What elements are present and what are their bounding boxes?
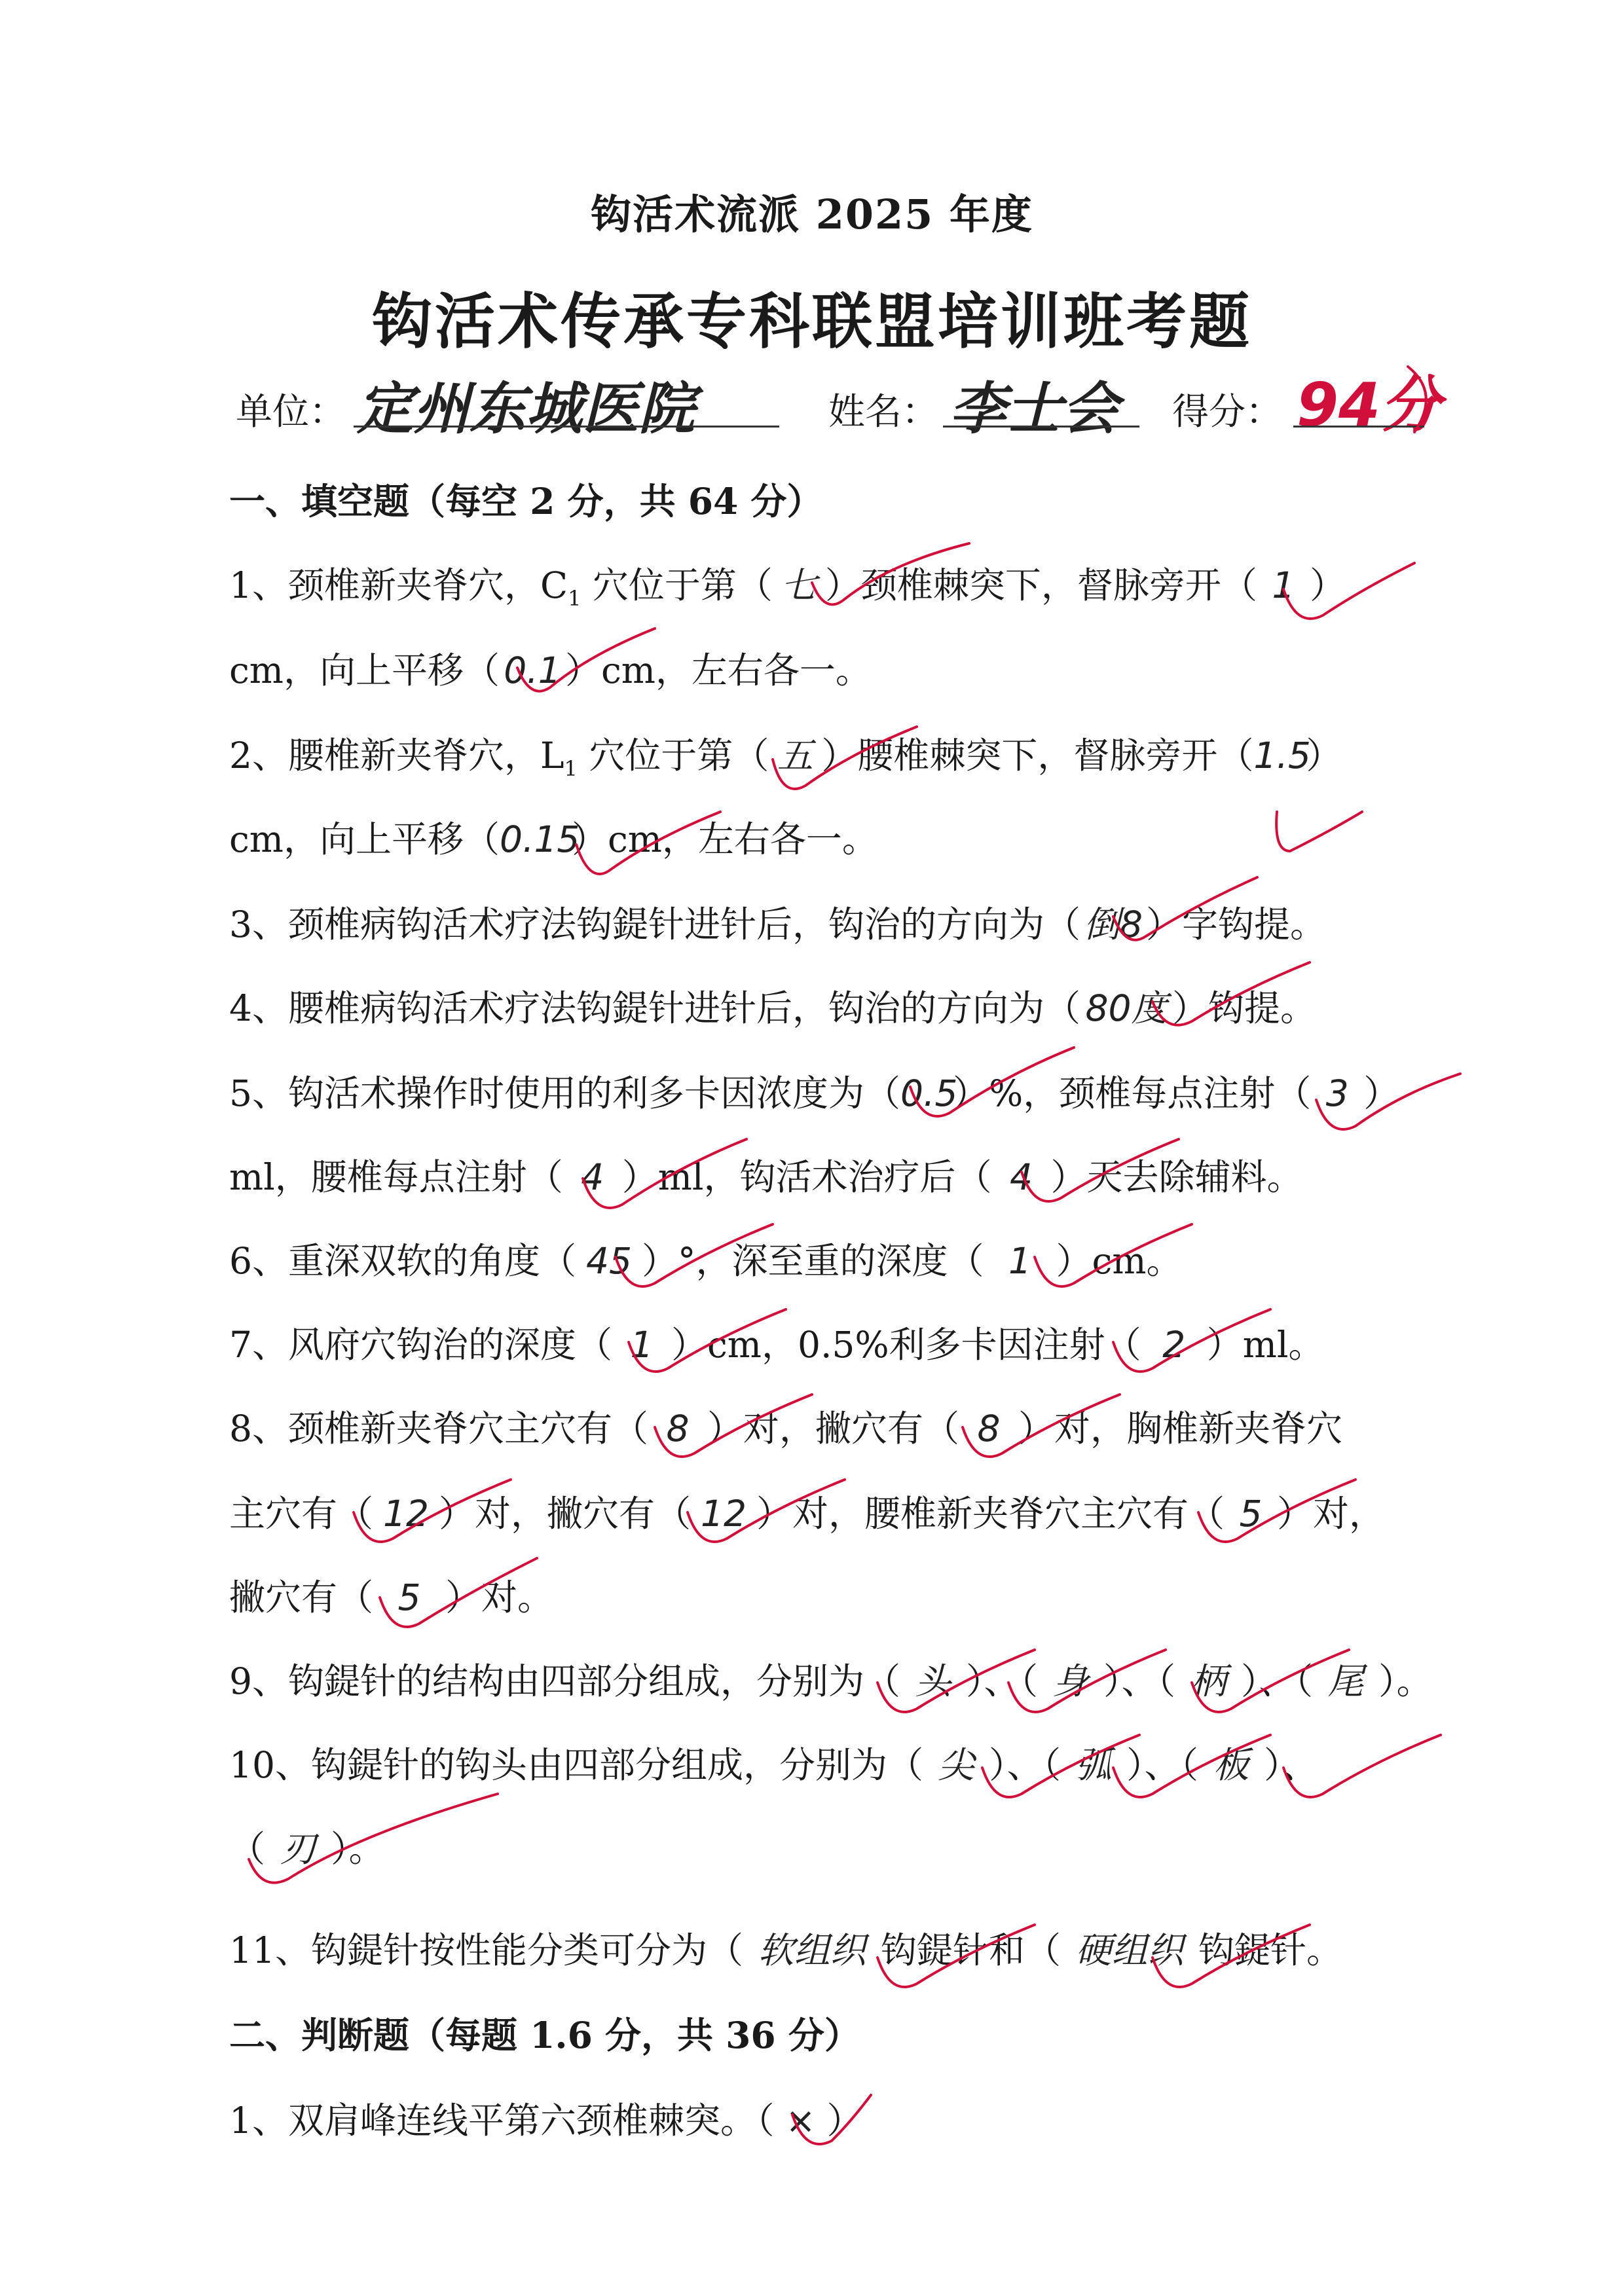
question-2-line-2: cm，向上平移（0.15）cm，左右各一。 (229, 818, 878, 860)
section-fill-blank-heading: 一、填空题（每空 2 分，共 64 分） (229, 480, 823, 522)
check-mark (792, 2095, 871, 2144)
answer: 弧 (1075, 1744, 1112, 1786)
score-value: 94分 (1297, 370, 1441, 440)
answer: 七 (781, 564, 817, 606)
unit-label: 单位： (236, 391, 346, 433)
answer: 45 (586, 1240, 632, 1282)
answer: 12 (701, 1493, 747, 1535)
answer: 头 (915, 1660, 951, 1702)
question-1-line-1: 1、颈椎新夹脊穴，$C_1$ 穴位于第（ 七 ）颈椎棘突下，督脉旁开（ 1 ） (229, 556, 1346, 611)
check-mark (1113, 1735, 1270, 1797)
check-mark (910, 1048, 1074, 1116)
unit-value: 定州东城医院 (357, 376, 695, 442)
answer: 3 (1325, 1072, 1349, 1114)
answer: 1.5 (1253, 735, 1311, 776)
exam-series-title: 钩活术流派 2025 年度 (591, 191, 1033, 238)
check-mark (629, 1309, 786, 1372)
question-8-line-1: 8、颈椎新夹脊穴主穴有（ 8 ）对，撇穴有（ 8 ）对，胸椎新夹脊穴 (229, 1408, 1343, 1449)
check-mark (1316, 1074, 1460, 1129)
answer: 5 (1239, 1493, 1263, 1535)
answer: 软组织 (758, 1929, 866, 1971)
check-mark (877, 1925, 1035, 1987)
answer: 柄 (1190, 1660, 1227, 1702)
check-mark (249, 1794, 498, 1883)
check-mark (655, 1394, 812, 1457)
check-mark (1198, 1480, 1356, 1542)
answer: 0.15 (499, 818, 580, 860)
check-mark (1153, 962, 1310, 1025)
answer: 刃 (280, 1828, 316, 1870)
answer: 硬组织 (1075, 1929, 1184, 1971)
score-circle-stroke (1408, 367, 1426, 432)
question-2-line-1: 2、腰椎新夹脊穴，$L_1$ 穴位于第（ 五 ）腰椎棘突下，督脉旁开（1.5） (229, 727, 1342, 781)
answer: 1 (1272, 564, 1295, 606)
answer: 1 (1008, 1240, 1032, 1282)
name-label: 姓名： (828, 391, 938, 433)
answer: 12 (383, 1493, 430, 1535)
score-label: 得分： (1172, 391, 1282, 433)
check-mark (982, 1735, 1139, 1797)
check-mark (1153, 1925, 1310, 1987)
check-mark (1113, 1309, 1270, 1372)
question-4: 4、腰椎病钩活术疗法钩鍉针进针后，钩治的方向为（ 80度 ）钩提。 (229, 979, 1316, 1031)
question-6: 6、重深双软的角度（ 45 ）°，深至重的深度（ 1 ）cm。 (229, 1240, 1183, 1282)
check-mark (1008, 1650, 1166, 1712)
answer: 尾 (1327, 1660, 1364, 1702)
question-11: 11、钩鍉针按性能分类可分为（ 软组织 钩鍉针和（ 硬组织 钩鍉针。 (229, 1922, 1342, 1973)
check-mark (1192, 1650, 1349, 1712)
check-mark (583, 1139, 747, 1208)
answer: 0.5 (900, 1072, 958, 1114)
section-true-false-heading: 二、判断题（每题 1.6 分，共 36 分） (229, 2014, 860, 2056)
check-mark (1283, 1735, 1441, 1797)
question-7: 7、风府穴钩治的深度（ 1 ）cm，0.5%利多卡因注射（ 2 ）ml。 (229, 1324, 1325, 1366)
answer: 板 (1213, 1744, 1249, 1786)
question-1-line-2: cm，向上平移（ 0.1 ）cm，左右各一。 (229, 649, 872, 691)
check-mark (517, 629, 655, 691)
check-mark (812, 543, 969, 604)
name-value: 李士会 (950, 376, 1118, 442)
check-mark (1276, 812, 1362, 851)
check-mark (1283, 563, 1414, 619)
answer: × (785, 2100, 816, 2141)
question-5-line-1: 5、钩活术操作时使用的利多卡因浓度为（0.5）%，颈椎每点注射（ 3 ） (229, 1072, 1400, 1114)
question-9: 9、钩鍉针的结构由四部分组成，分别为（ 头 ）、（ 身 ）、（ 柄 ）、（ 尾 ）。 (229, 1652, 1433, 1704)
answer: 0.1 (504, 649, 561, 691)
question-8-line-3: 撇穴有（ 5 ）对。 (229, 1576, 554, 1618)
question-8-line-2: 主穴有（ 12 ）对，撇穴有（ 12 ）对，腰椎新夹脊穴主穴有（ 5 ）对， (229, 1493, 1386, 1535)
answer: 身 (1052, 1660, 1089, 1702)
answer: 5 (397, 1576, 421, 1618)
check-mark (380, 1558, 537, 1627)
check-mark (1022, 1139, 1179, 1201)
answer: 2 (1162, 1324, 1186, 1366)
check-mark (616, 1224, 773, 1286)
question-10-line-2: （ 刃 ）。 (229, 1820, 385, 1872)
answer: 倒8 (1084, 903, 1143, 945)
answer: 4 (1010, 1156, 1033, 1198)
question-10-line-1: 10、钩鍉针的钩头由四部分组成，分别为（ 尖 ）、（ 弧 ）、（ 板 ）、 (229, 1736, 1318, 1788)
answer: 4 (581, 1156, 604, 1198)
check-mark (877, 1650, 1035, 1712)
check-mark (1113, 877, 1257, 940)
answer: 五 (777, 735, 813, 776)
answer: 1 (630, 1324, 654, 1366)
check-mark (688, 1480, 845, 1542)
tf-question-1: 1、双肩峰连线平第六颈椎棘突。（ × ） (229, 2100, 863, 2141)
answer: 80度 (1085, 987, 1168, 1029)
answer: 尖 (938, 1744, 974, 1786)
check-mark (773, 727, 917, 789)
exam-title: 钩活术传承专科联盟培训班考题 (371, 286, 1252, 357)
check-mark (354, 1480, 511, 1542)
question-5-line-2: ml，腰椎每点注射（ 4 ）ml，钩活术治疗后（ 4 ）天去除辅料。 (229, 1156, 1303, 1198)
check-mark (576, 812, 720, 874)
question-3: 3、颈椎病钩活术疗法钩鍉针进针后，钩治的方向为（倒8）字钩提。 (229, 896, 1326, 947)
answer: 8 (666, 1408, 690, 1449)
check-mark (963, 1394, 1120, 1457)
check-mark (1035, 1224, 1192, 1286)
answer: 8 (977, 1408, 1001, 1449)
